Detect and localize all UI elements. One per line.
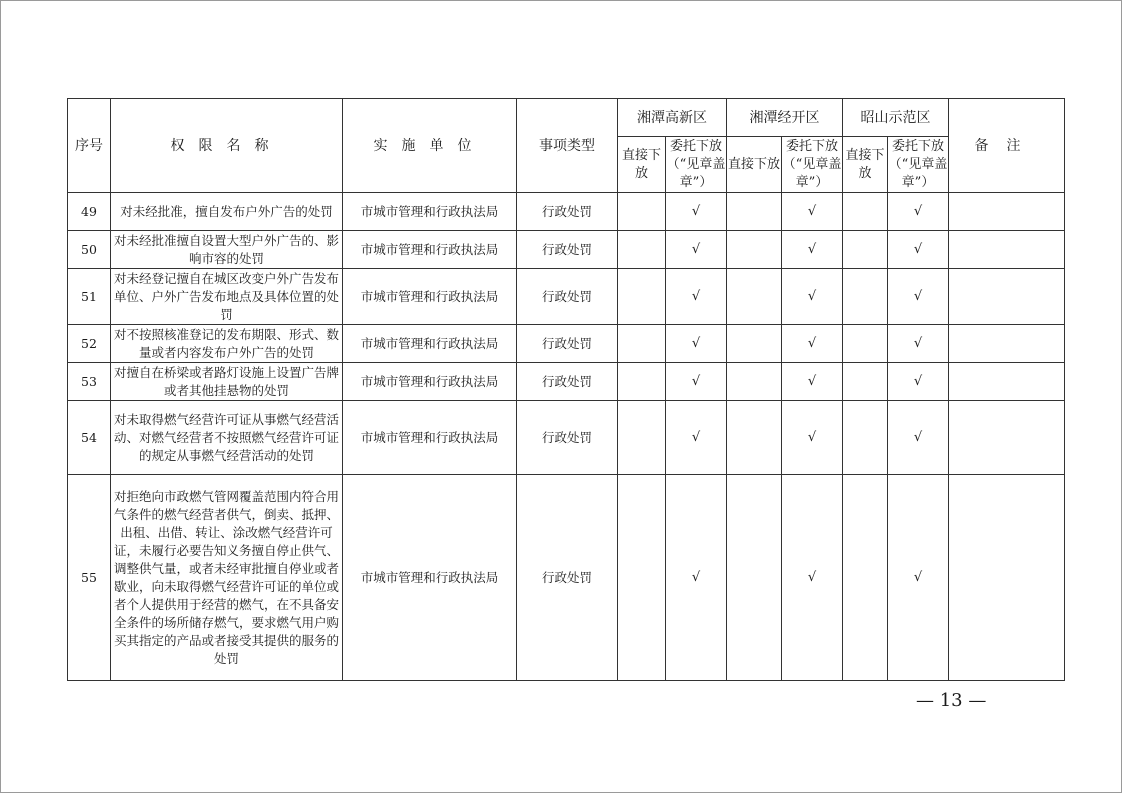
mark-zhaoshan-direct	[843, 231, 888, 269]
mark-zhaoshan-direct	[843, 475, 888, 681]
mark-zhaoshan-entrust: √	[888, 325, 949, 363]
row-unit: 市城市管理和行政执法局	[343, 363, 517, 401]
header-zone-gaoxin: 湘潭高新区	[618, 99, 727, 137]
row-type: 行政处罚	[517, 363, 618, 401]
row-type: 行政处罚	[517, 193, 618, 231]
mark-gaoxin-direct	[618, 325, 666, 363]
header-zone-zhaoshan: 昭山示范区	[843, 99, 949, 137]
table-row	[68, 475, 1065, 681]
row-no: 53	[68, 363, 111, 401]
mark-gaoxin-entrust: √	[666, 269, 727, 325]
mark-jingkai-direct	[727, 325, 782, 363]
mark-jingkai-entrust: √	[782, 193, 843, 231]
mark-zhaoshan-entrust: √	[888, 269, 949, 325]
page-number: — 13 —	[916, 690, 987, 711]
row-type: 行政处罚	[517, 325, 618, 363]
header-jingkai-entrust: 委托下放（“见章盖章”）	[782, 137, 843, 193]
row-remark	[949, 325, 1065, 363]
mark-zhaoshan-entrust: √	[888, 363, 949, 401]
row-type: 行政处罚	[517, 401, 618, 475]
row-unit: 市城市管理和行政执法局	[343, 231, 517, 269]
mark-jingkai-entrust: √	[782, 401, 843, 475]
mark-jingkai-direct	[727, 401, 782, 475]
header-zone-jingkai: 湘潭经开区	[727, 99, 843, 137]
mark-jingkai-entrust: √	[782, 363, 843, 401]
row-name: 对未经登记擅自在城区改变户外广告发布单位、户外广告发布地点及具体位置的处罚	[111, 269, 343, 325]
mark-gaoxin-entrust: √	[666, 401, 727, 475]
row-name: 对拒绝向市政燃气管网覆盖范围内符合用气条件的燃气经营者供气，倒卖、抵押、出租、出借、转让、涂改燃气经营许可证，未履行必要告知义务擅自停止供气、调整供气量，或者未经审批擅自停业或者歇业，向未取得燃气经营许可证的单位或者个人提供用于经营的燃气，在不具备安全条件的场所储存燃气，要求燃气用户购买其指定的产品或者接受其提供的服务的处罚	[111, 475, 343, 681]
mark-jingkai-entrust: √	[782, 269, 843, 325]
mark-gaoxin-direct	[618, 231, 666, 269]
table-row	[68, 269, 1065, 325]
row-type: 行政处罚	[517, 231, 618, 269]
mark-jingkai-direct	[727, 193, 782, 231]
mark-gaoxin-entrust: √	[666, 475, 727, 681]
row-remark	[949, 231, 1065, 269]
mark-gaoxin-entrust: √	[666, 363, 727, 401]
row-type: 行政处罚	[517, 269, 618, 325]
row-no: 51	[68, 269, 111, 325]
mark-zhaoshan-direct	[843, 401, 888, 475]
mark-jingkai-direct	[727, 269, 782, 325]
mark-gaoxin-entrust: √	[666, 325, 727, 363]
mark-jingkai-direct	[727, 363, 782, 401]
table-row	[68, 325, 1065, 363]
row-remark	[949, 475, 1065, 681]
header-gaoxin-direct: 直接下放	[618, 137, 666, 193]
row-remark	[949, 363, 1065, 401]
header-remark: 备注	[949, 99, 1065, 193]
row-name: 对不按照核准登记的发布期限、形式、数量或者内容发布户外广告的处罚	[111, 325, 343, 363]
mark-jingkai-entrust: √	[782, 475, 843, 681]
mark-zhaoshan-direct	[843, 193, 888, 231]
row-type: 行政处罚	[517, 475, 618, 681]
header-seq: 序号	[68, 99, 111, 193]
mark-jingkai-direct	[727, 475, 782, 681]
mark-gaoxin-direct	[618, 401, 666, 475]
header-gaoxin-entrust: 委托下放（“见章盖章”）	[666, 137, 727, 193]
mark-gaoxin-direct	[618, 269, 666, 325]
row-unit: 市城市管理和行政执法局	[343, 475, 517, 681]
authority-table	[67, 98, 1065, 681]
row-unit: 市城市管理和行政执法局	[343, 193, 517, 231]
mark-gaoxin-entrust: √	[666, 231, 727, 269]
mark-zhaoshan-direct	[843, 363, 888, 401]
row-name: 对未经批准擅自设置大型户外广告的、影响市容的处罚	[111, 231, 343, 269]
row-no: 54	[68, 401, 111, 475]
row-remark	[949, 193, 1065, 231]
mark-zhaoshan-entrust: √	[888, 475, 949, 681]
row-no: 55	[68, 475, 111, 681]
header-zhaoshan-direct: 直接下放	[843, 137, 888, 193]
row-no: 49	[68, 193, 111, 231]
mark-zhaoshan-entrust: √	[888, 231, 949, 269]
mark-zhaoshan-direct	[843, 325, 888, 363]
row-no: 52	[68, 325, 111, 363]
row-unit: 市城市管理和行政执法局	[343, 401, 517, 475]
row-remark	[949, 269, 1065, 325]
table-row	[68, 231, 1065, 269]
table-row	[68, 193, 1065, 231]
header-unit: 实施单位	[343, 99, 517, 193]
row-name: 对未取得燃气经营许可证从事燃气经营活动、对燃气经营者不按照燃气经营许可证的规定从事燃气经营活动的处罚	[111, 401, 343, 475]
header-type: 事项类型	[517, 99, 618, 193]
mark-zhaoshan-direct	[843, 269, 888, 325]
mark-gaoxin-direct	[618, 363, 666, 401]
row-name: 对擅自在桥梁或者路灯设施上设置广告牌或者其他挂悬物的处罚	[111, 363, 343, 401]
mark-gaoxin-entrust: √	[666, 193, 727, 231]
row-no: 50	[68, 231, 111, 269]
header-jingkai-direct: 直接下放	[727, 137, 782, 193]
header-zhaoshan-entrust: 委托下放（“见章盖章”）	[888, 137, 949, 193]
mark-gaoxin-direct	[618, 475, 666, 681]
header-name: 权限名称	[111, 99, 343, 193]
mark-jingkai-direct	[727, 231, 782, 269]
mark-jingkai-entrust: √	[782, 325, 843, 363]
row-unit: 市城市管理和行政执法局	[343, 269, 517, 325]
table-row	[68, 363, 1065, 401]
row-name: 对未经批准，擅自发布户外广告的处罚	[111, 193, 343, 231]
mark-zhaoshan-entrust: √	[888, 401, 949, 475]
table-row	[68, 401, 1065, 475]
row-remark	[949, 401, 1065, 475]
mark-gaoxin-direct	[618, 193, 666, 231]
row-unit: 市城市管理和行政执法局	[343, 325, 517, 363]
mark-zhaoshan-entrust: √	[888, 193, 949, 231]
mark-jingkai-entrust: √	[782, 231, 843, 269]
